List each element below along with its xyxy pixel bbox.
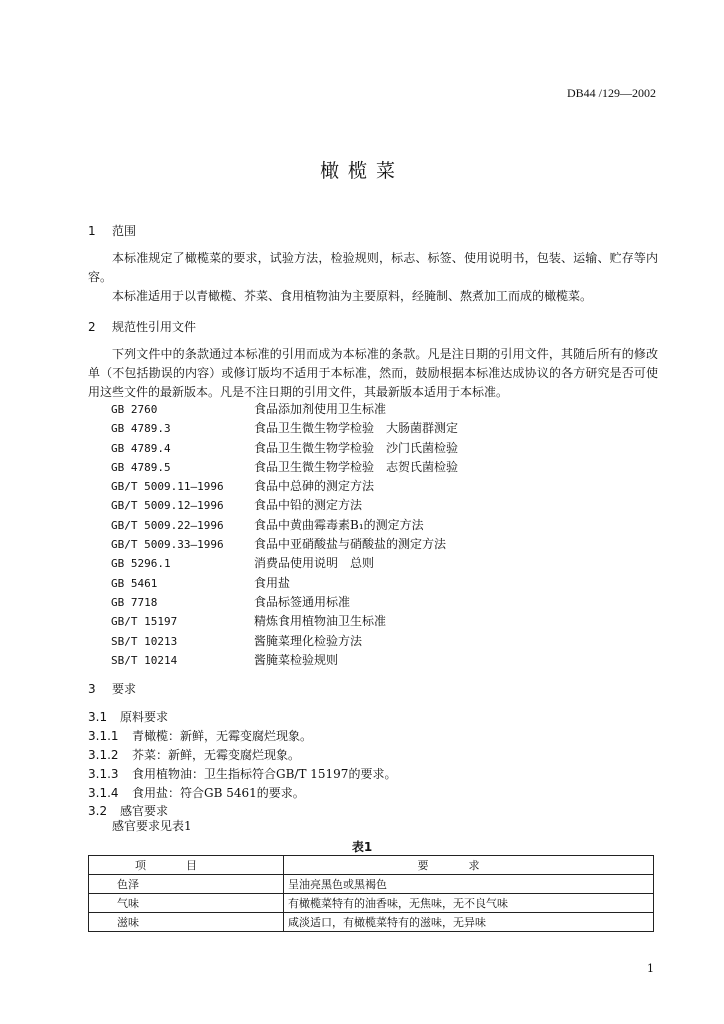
reference-name: 食品中黄曲霉毒素B₁的测定方法 bbox=[254, 517, 424, 532]
reference-code: GB 5461 bbox=[111, 576, 158, 590]
table-cell-requirement: 呈油亮黑色或黑褐色 bbox=[284, 875, 654, 894]
reference-name: 食品中总砷的测定方法 bbox=[254, 479, 375, 494]
requirement-number: 3.1.1 bbox=[88, 729, 119, 743]
section-1-heading bbox=[88, 222, 136, 239]
table-cell-requirement: 咸淡适口，有橄榄菜特有的滋味，无异味 bbox=[284, 913, 654, 932]
reference-code: SB/T 10213 bbox=[111, 634, 178, 648]
references-intro: 下列文件中的条款通过本标准的引用而成为本标准的条款。凡是注日期的引用文件，其随后所有的修改单（不包括勘误的内容）或修订版均不适用于本标准，然而，鼓励根据本标准达成协议的各方研究是否可使用这些文件的最新版本。凡是不注日期的引用文件，其最新版本适用于本标准。 bbox=[88, 347, 658, 399]
section-number: 3.1 bbox=[88, 710, 108, 724]
reference-code: GB 5296.1 bbox=[111, 557, 171, 571]
requirement-text: 芥菜：新鲜，无霉变腐烂现象。 bbox=[132, 748, 301, 762]
table-cell-item: 色泽 bbox=[89, 875, 284, 894]
column-header-requirement: 要求 bbox=[284, 856, 654, 875]
reference-name: 酱腌菜检验规则 bbox=[254, 652, 339, 667]
table-cell-requirement: 有橄榄菜特有的油香味，无焦味，无不良气味 bbox=[284, 894, 654, 913]
reference-name: 食品标签通用标准 bbox=[254, 594, 351, 609]
page-title: 橄榄菜 bbox=[319, 160, 404, 182]
table-caption: 表1 bbox=[351, 840, 373, 854]
requirement-item bbox=[88, 765, 396, 782]
sensory-intro: 感官要求见表1 bbox=[112, 819, 192, 833]
requirement-item bbox=[88, 784, 305, 801]
reference-name: 精炼食用植物油卫生标准 bbox=[254, 614, 387, 629]
requirement-number: 3.1.2 bbox=[88, 748, 119, 762]
requirement-text: 食用盐：符合GB 5461的要求。 bbox=[132, 786, 305, 800]
requirement-number: 3.1.3 bbox=[88, 767, 119, 781]
reference-code: GB/T 5009.11—1996 bbox=[111, 480, 224, 494]
requirement-item bbox=[88, 746, 300, 763]
section-3-heading bbox=[88, 680, 136, 697]
table-row bbox=[89, 913, 654, 932]
section-number: 3.2 bbox=[88, 804, 108, 818]
reference-code: GB 2760 bbox=[111, 403, 158, 416]
table-row bbox=[89, 894, 654, 913]
reference-name: 酱腌菜理化检验方法 bbox=[254, 633, 363, 648]
reference-code: GB/T 5009.12—1996 bbox=[111, 499, 224, 513]
section-title: 范围 bbox=[112, 224, 137, 238]
document-number: DB44 /129—2002 bbox=[566, 86, 656, 100]
reference-code: GB 7718 bbox=[111, 595, 158, 609]
reference-code: GB/T 5009.22—1996 bbox=[111, 518, 224, 532]
requirement-number: 3.1.4 bbox=[88, 786, 119, 800]
reference-code: GB/T 5009.33—1996 bbox=[111, 538, 224, 552]
scope-paragraph-2: 本标准适用于以青橄榄、芥菜、食用植物油为主要原料，经腌制、熬煮加工而成的橄榄菜。 bbox=[112, 289, 593, 303]
reference-code: SB/T 10214 bbox=[111, 653, 178, 667]
requirement-text: 食用植物油：卫生指标符合GB/T 15197的要求。 bbox=[132, 767, 397, 781]
page-number: 1 bbox=[647, 962, 654, 975]
section-title: 规范性引用文件 bbox=[112, 320, 197, 334]
section-title: 感官要求 bbox=[120, 804, 169, 818]
reference-code: GB 4789.4 bbox=[111, 441, 171, 455]
table-cell-item: 滋味 bbox=[89, 913, 284, 932]
reference-name: 食品卫生微生物学检验 大肠菌群测定 bbox=[254, 421, 459, 436]
reference-code: GB/T 15197 bbox=[111, 615, 178, 629]
table-header-row bbox=[89, 856, 654, 875]
section-title: 原料要求 bbox=[120, 710, 169, 724]
section-number: 2 bbox=[88, 320, 96, 334]
table-cell-item: 气味 bbox=[89, 894, 284, 913]
column-header-item: 项目 bbox=[89, 856, 284, 875]
sensory-table bbox=[88, 855, 654, 932]
section-number: 1 bbox=[88, 224, 96, 238]
scope-paragraph-1: 本标准规定了橄榄菜的要求，试验方法，检验规则，标志、标签、使用说明书，包装、运输、贮存等内容。 bbox=[88, 251, 658, 284]
reference-name: 食品卫生微生物学检验 志贺氏菌检验 bbox=[254, 459, 459, 474]
reference-name: 食用盐 bbox=[254, 575, 291, 590]
reference-name: 食品中亚硝酸盐与硝酸盐的测定方法 bbox=[254, 537, 447, 552]
section-3-1-heading bbox=[88, 708, 168, 725]
section-2-heading bbox=[88, 318, 196, 335]
section-number: 3 bbox=[88, 682, 96, 696]
reference-name: 食品中铅的测定方法 bbox=[254, 498, 363, 513]
table-row bbox=[89, 875, 654, 894]
reference-code: GB 4789.5 bbox=[111, 460, 171, 474]
requirement-item bbox=[88, 727, 312, 744]
requirement-text: 青橄榄：新鲜，无霉变腐烂现象。 bbox=[132, 729, 313, 743]
reference-name: 食品添加剂使用卫生标准 bbox=[254, 402, 387, 416]
reference-name: 食品卫生微生物学检验 沙门氏菌检验 bbox=[254, 440, 459, 455]
reference-name: 消费品使用说明 总则 bbox=[254, 556, 375, 571]
section-title: 要求 bbox=[112, 682, 137, 696]
reference-code: GB 4789.3 bbox=[111, 422, 171, 436]
